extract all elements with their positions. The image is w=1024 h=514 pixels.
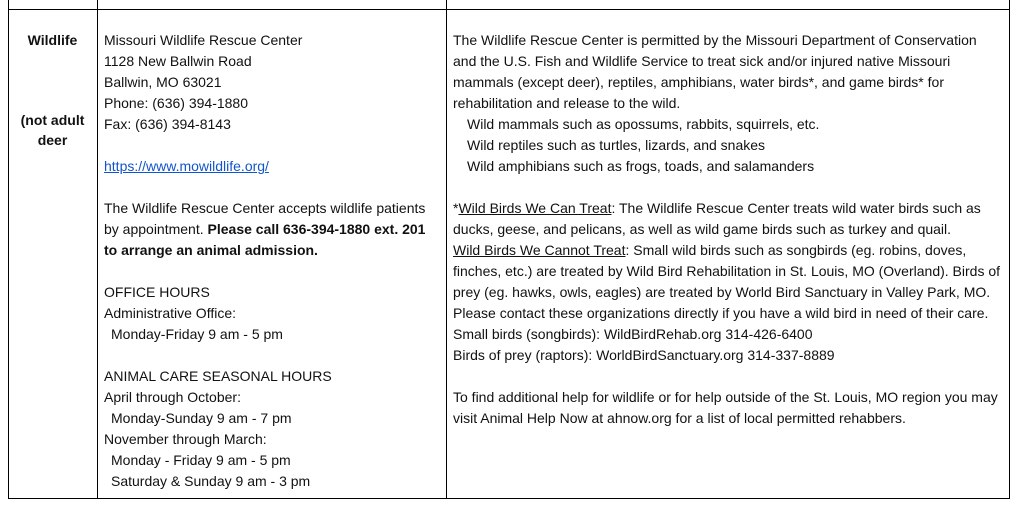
can-treat-text: : The Wildlife Rescue Center treats wild water birds such as ducks, geese, and pelicans, as well as wild game birds such as turkey and quail. [453,200,981,237]
category-note-line1: (not adult [20,112,85,128]
seasonal-hours-heading: ANIMAL CARE SEASONAL HOURS [104,368,332,384]
amphibians-item: Wild amphibians such as frogs, toads, and salamanders [467,158,815,174]
contact-column [104,30,440,492]
season2-label: November through March: [104,431,267,447]
season2-weekend-hours: Saturday & Sunday 9 am - 3 pm [111,473,311,489]
season1-label: April through October: [104,389,241,405]
admin-office-hours: Monday-Friday 9 am - 5 pm [111,326,283,342]
office-hours-heading: OFFICE HOURS [104,284,210,300]
can-treat-paragraph [453,198,1001,240]
admin-office-label: Administrative Office: [104,305,237,321]
permit-text: The Wildlife Rescue Center is permitted by the Missouri Department of Conservation and the U.S. Fish and Wildlife Service to treat sick and/or injured native Missouri mammals (except deer), reptiles, amphibians, water birds*, and game birds* for rehabilitation and release to the wild. [453,32,977,111]
reptiles-item: Wild reptiles such as turtles, lizards, and snakes [467,137,766,153]
cannot-treat-label: Wild Birds We Cannot Treat [453,242,626,258]
category-note [8,110,97,150]
details-column [453,30,1001,429]
address-line1: 1128 New Ballwin Road [104,53,252,69]
address-line2: Ballwin, MO 63021 [104,74,222,90]
additional-help-text: To find additional help for wildlife or for help outside of the St. Louis, MO region you may visit Animal Help Now at ahnow.org for a list of local permitted rehabbers. [453,389,998,426]
mammals-item: Wild mammals such as opossums, rabbits, squirrels, etc. [467,116,820,132]
phone-number: Phone: (636) 394-1880 [104,95,248,111]
cannot-treat-paragraph [453,240,1001,324]
can-treat-label: Wild Birds We Can Treat [458,200,612,216]
small-birds-contact: Small birds (songbirds): WildBirdRehab.org 314-426-6400 [453,326,813,342]
admission-intro-text: The Wildlife Rescue Center accepts wildlife patients by appointment. [104,200,426,237]
cannot-treat-text: : Small wild birds such as songbirds (eg. robins, doves, finches, etc.) are treated by Wild Bird Rehabilitation in St. Louis, MO (Overland). Birds of prey (eg. hawks, owls, eagles) are treated by World Bird Sanctuary in Valley Park, MO. Please contact these organizations directly if you have a wild bird in need of their care. [453,242,1001,321]
birds-of-prey-contact: Birds of prey (raptors): WorldBirdSanctuary.org 314-337-8889 [453,347,835,363]
fax-number: Fax: (636) 394-8143 [104,116,231,132]
category-title: Wildlife [27,32,78,48]
can-treat-prefix: * [453,200,459,216]
season1-hours: Monday-Sunday 9 am - 7 pm [111,410,292,426]
season2-weekday-hours: Monday - Friday 9 am - 5 pm [111,452,291,468]
admission-intro [104,198,440,261]
org-name: Missouri Wildlife Rescue Center [104,32,303,48]
column-divider-1 [97,0,98,498]
admission-call-instruction: Please call 636-394-1880 ext. 201 to arrange an animal admission. [104,221,426,258]
website-link[interactable]: https://www.mowildlife.org/ [104,158,269,174]
table-top-border [8,9,1009,10]
column-divider-2 [446,0,447,498]
category-note-line2: deer [37,132,68,148]
